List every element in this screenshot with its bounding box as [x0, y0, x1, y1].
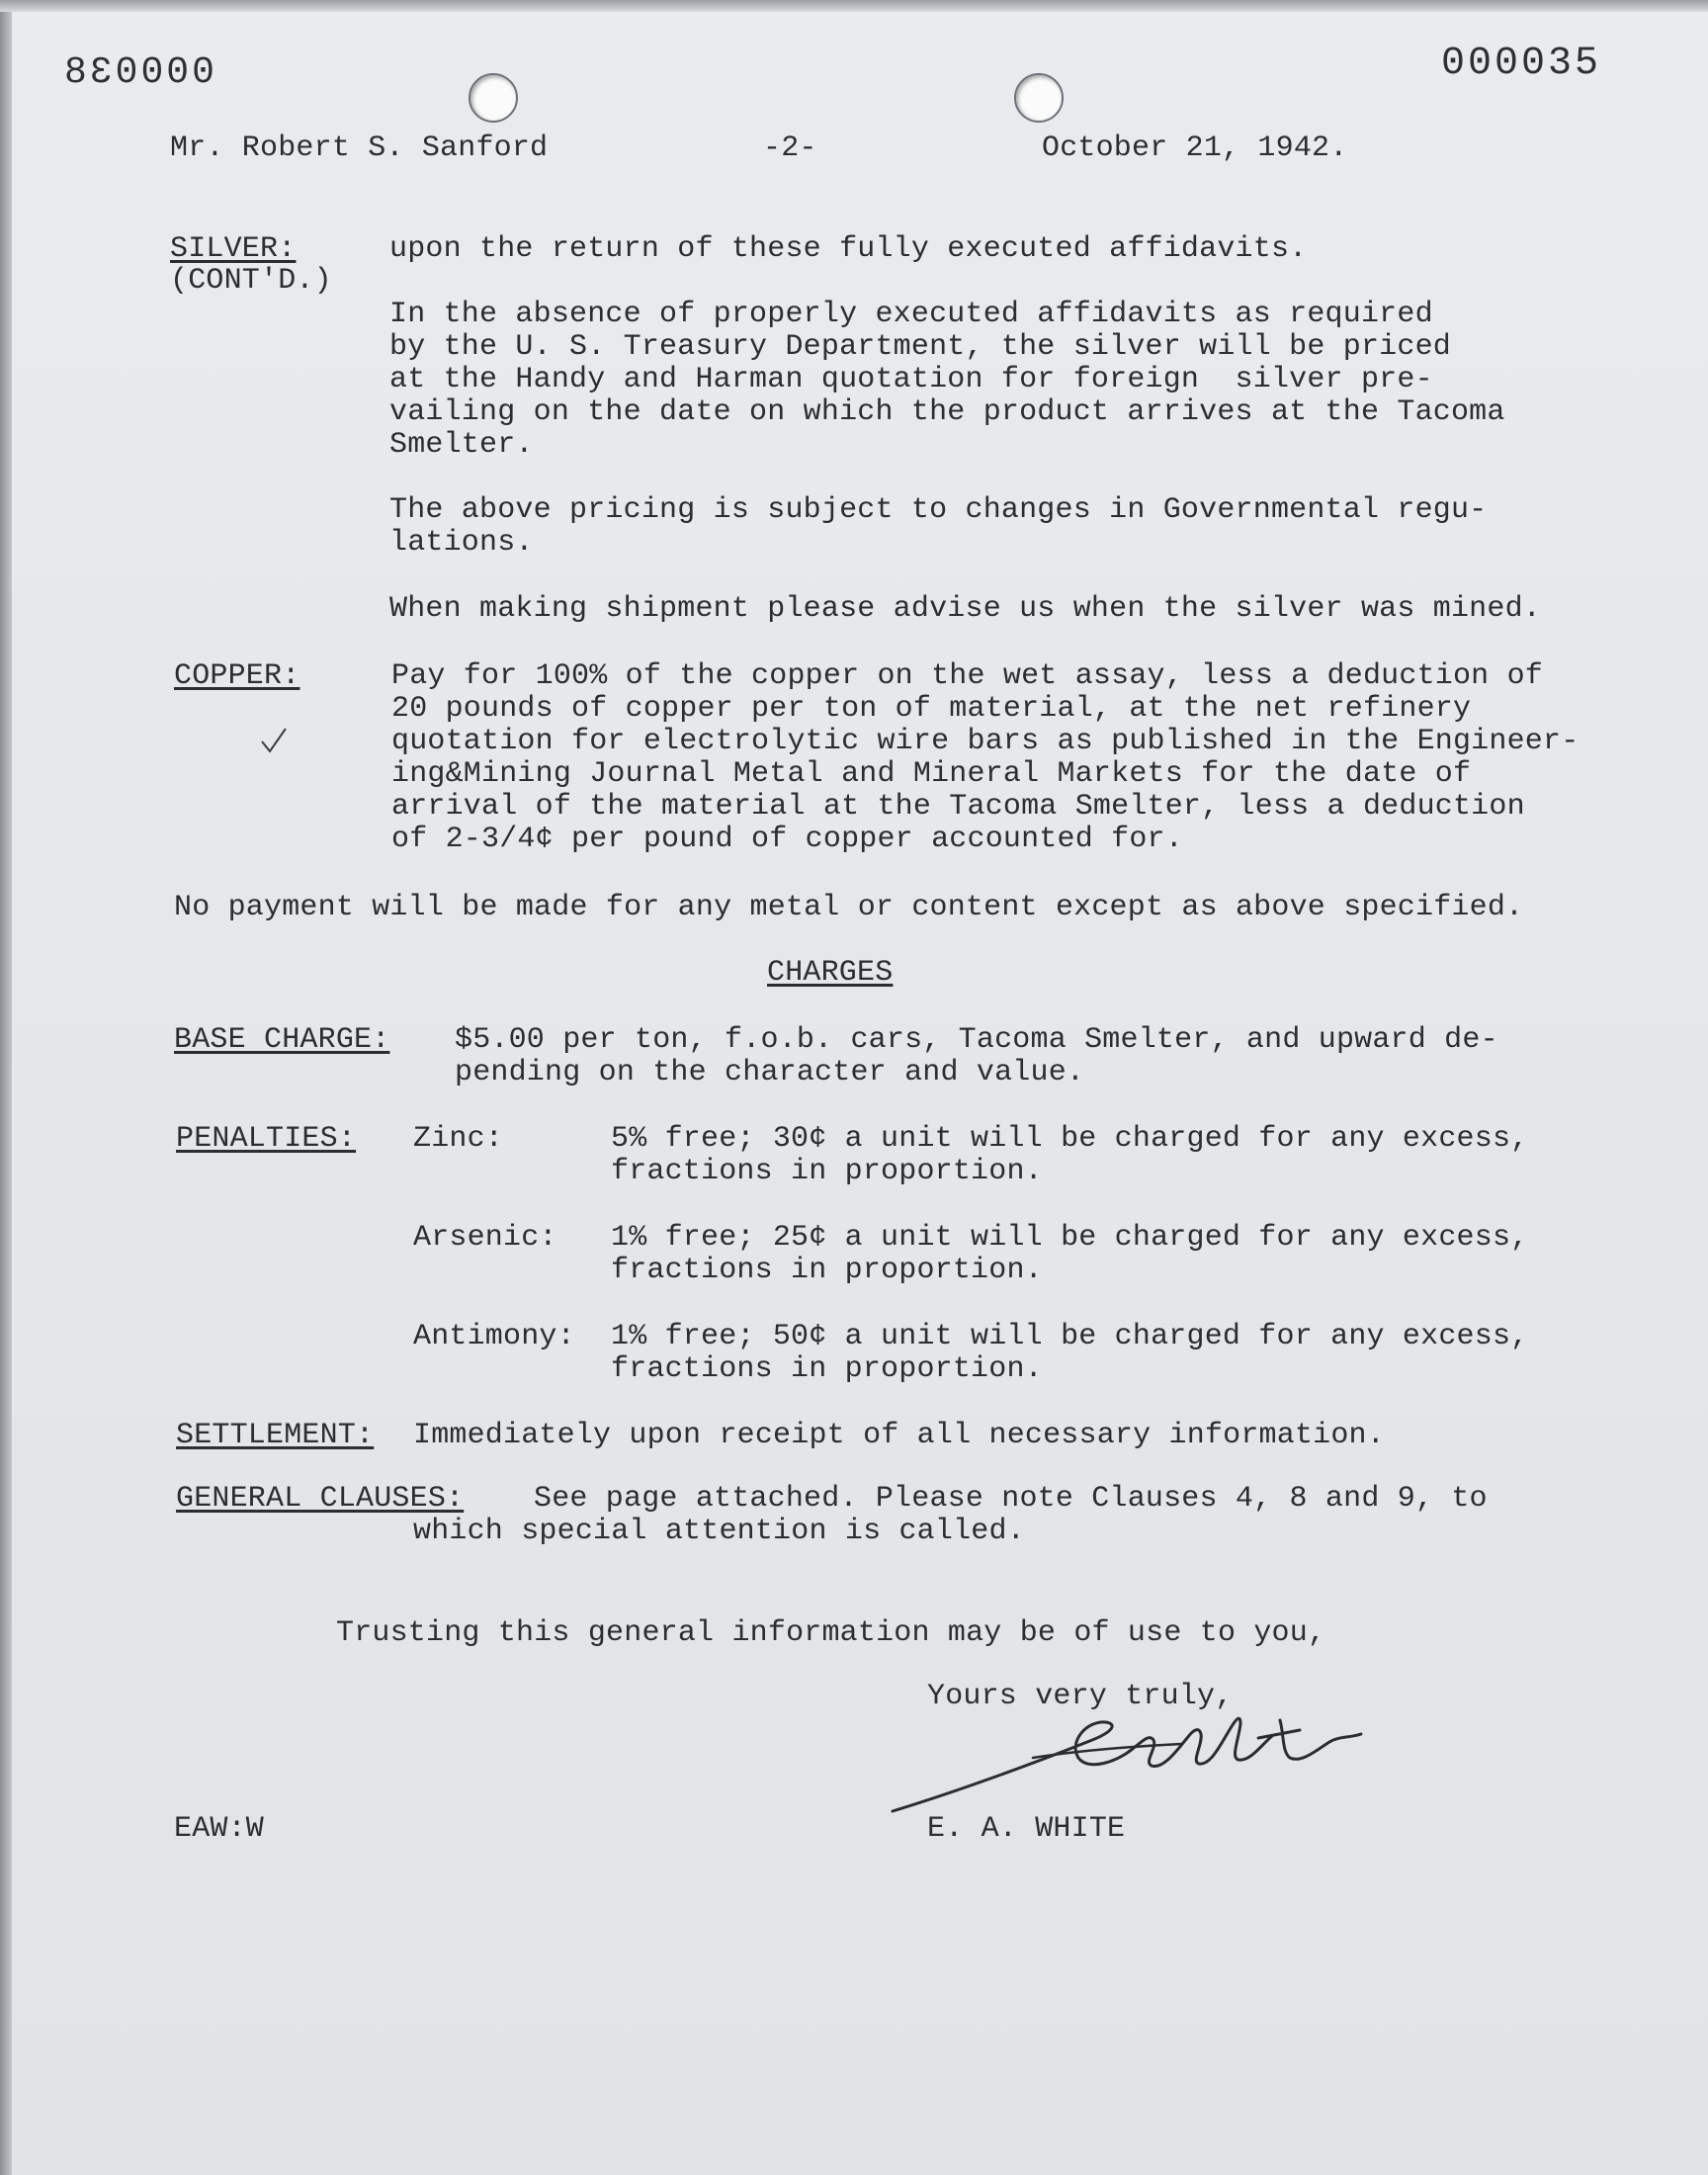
checkmark-icon	[259, 726, 289, 755]
silver-para2-line: lations.	[389, 526, 534, 560]
base-charge-label: BASE CHARGE:	[174, 1023, 390, 1057]
header-page-number: -2-	[763, 131, 817, 165]
silver-para1-line: vailing on the date on which the product arrives at the Tacoma	[389, 395, 1505, 429]
silver-line: upon the return of these fully executed affidavits.	[389, 232, 1308, 266]
penalty-line: fractions in proportion.	[611, 1155, 1043, 1188]
silver-para1-line: at the Handy and Harman quotation for foreign silver pre-	[389, 363, 1433, 396]
penalty-element: Zinc:	[413, 1122, 504, 1156]
penalty-element: Antimony:	[413, 1320, 575, 1353]
copper-line: of 2-3/4¢ per pound of copper accounted for.	[391, 823, 1183, 856]
header-date: October 21, 1942.	[1042, 131, 1348, 165]
scan-edge-top	[0, 0, 1708, 12]
punch-hole-left	[469, 73, 518, 123]
general-clauses-line: See page attached. Please note Clauses 4, 8 and 9, to	[534, 1482, 1488, 1516]
signer-name: E. A. WHITE	[927, 1812, 1126, 1846]
base-charge-line: pending on the character and value.	[455, 1056, 1085, 1089]
header-addressee: Mr. Robert S. Sanford	[170, 131, 549, 165]
settlement-text: Immediately upon receipt of all necessary information.	[413, 1419, 1385, 1452]
penalty-line: fractions in proportion.	[611, 1254, 1043, 1287]
penalty-line: 1% free; 50¢ a unit will be charged for any excess,	[611, 1320, 1529, 1353]
penalty-line: fractions in proportion.	[611, 1352, 1043, 1386]
punch-hole-right	[1014, 73, 1064, 123]
signature	[885, 1700, 1369, 1819]
silver-cont-label: (CONT'D.)	[170, 264, 332, 298]
silver-para1-line: by the U. S. Treasury Department, the silver will be priced	[389, 330, 1451, 364]
penalties-label: PENALTIES:	[176, 1122, 357, 1156]
silver-para1-line: Smelter.	[389, 428, 534, 462]
settlement-label: SETTLEMENT:	[176, 1419, 375, 1452]
copper-line: arrival of the material at the Tacoma Smelter, less a deduction	[391, 790, 1525, 824]
general-clauses-line: which special attention is called.	[413, 1515, 1025, 1548]
base-charge-line: $5.00 per ton, f.o.b. cars, Tacoma Smelter, and upward de-	[455, 1023, 1498, 1057]
typist-initials: EAW:W	[174, 1812, 265, 1846]
silver-para1-line: In the absence of properly executed affidavits as required	[389, 298, 1433, 331]
closing-complimentary: Yours very truly,	[927, 1680, 1234, 1713]
charges-heading: CHARGES	[767, 956, 894, 990]
penalty-line: 1% free; 25¢ a unit will be charged for any excess,	[611, 1221, 1529, 1255]
silver-para2-line: The above pricing is subject to changes in Governmental regu-	[389, 493, 1488, 527]
closing-trusting: Trusting this general information may be of use to you,	[336, 1616, 1326, 1650]
page-stamp-number: 000035	[1441, 42, 1602, 86]
copper-line: 20 pounds of copper per ton of material, at the net refinery	[391, 692, 1472, 726]
silver-label: SILVER:	[170, 232, 297, 266]
copper-line: ing&Mining Journal Metal and Mineral Markets for the date of	[391, 757, 1472, 791]
scan-edge-left	[0, 0, 12, 2175]
silver-para3: When making shipment please advise us when the silver was mined.	[389, 592, 1541, 626]
copper-label: COPPER:	[174, 659, 300, 693]
penalty-line: 5% free; 30¢ a unit will be charged for any excess,	[611, 1122, 1529, 1156]
penalty-element: Arsenic:	[413, 1221, 557, 1255]
stamp-bleedthrough: 000038	[61, 51, 214, 94]
no-payment-statement: No payment will be made for any metal or content except as above specified.	[174, 891, 1524, 924]
copper-line: Pay for 100% of the copper on the wet assay, less a deduction of	[391, 659, 1543, 693]
copper-line: quotation for electrolytic wire bars as published in the Engineer-	[391, 725, 1580, 758]
general-clauses-label: GENERAL CLAUSES:	[176, 1482, 465, 1516]
